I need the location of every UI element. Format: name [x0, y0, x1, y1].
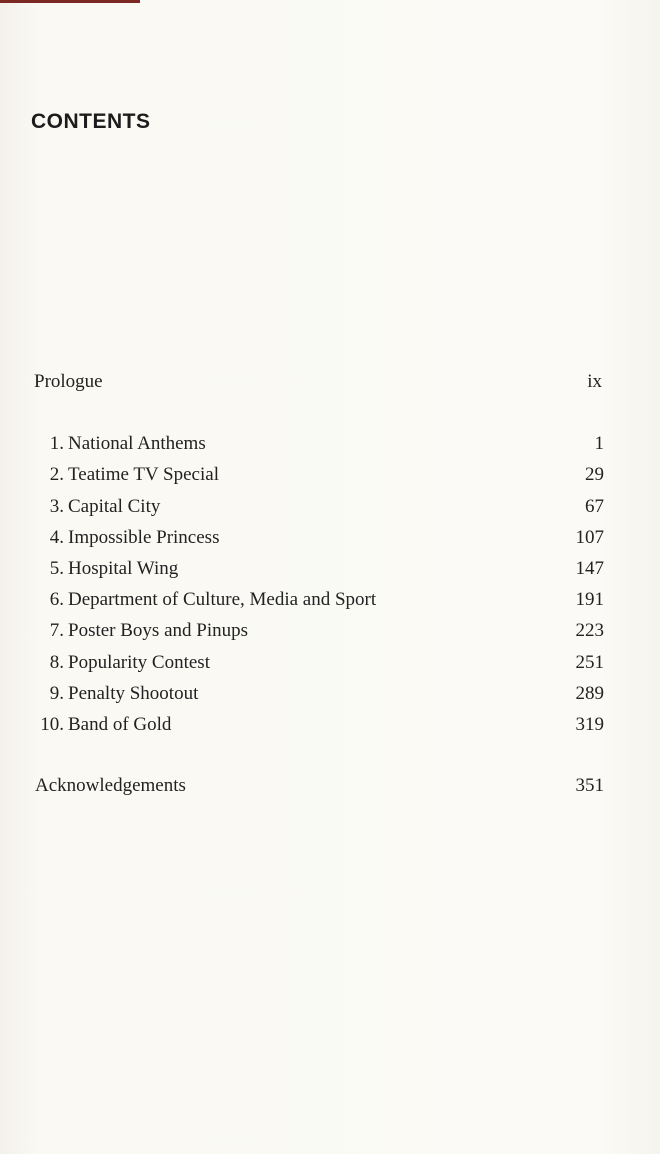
toc-entry: [34, 589, 604, 615]
toc-entry: [34, 496, 604, 522]
toc-entry: [34, 527, 604, 553]
chapter-page-number: 147: [575, 558, 604, 579]
chapter-page-number: 107: [575, 527, 604, 548]
chapter-title: Impossible Princess: [68, 527, 220, 548]
chapter-number: 4.: [49, 527, 64, 548]
chapter-title: Teatime TV Special: [68, 464, 219, 485]
entry-page-number: ix: [587, 371, 602, 392]
cover-edge: [0, 0, 140, 3]
chapter-page-number: 223: [575, 620, 604, 641]
chapter-title: Hospital Wing: [68, 558, 179, 579]
toc-entry: [34, 652, 604, 678]
entry-page-number: 351: [575, 775, 604, 796]
chapter-page-number: 29: [585, 464, 604, 485]
chapter-page-number: 67: [585, 496, 604, 517]
toc-entry: [34, 433, 604, 459]
chapter-title: National Anthems: [68, 433, 206, 454]
toc-entry-acknowledgements: [34, 775, 604, 801]
chapter-number: 5.: [49, 558, 64, 579]
toc-entry: [34, 464, 604, 490]
chapter-title: Penalty Shootout: [68, 683, 199, 704]
contents-heading: CONTENTS: [31, 110, 151, 133]
chapter-page-number: 289: [575, 683, 604, 704]
chapter-number: 1.: [49, 433, 64, 454]
chapter-title: Department of Culture, Media and Sport: [68, 589, 377, 610]
chapter-number: 6.: [49, 589, 64, 610]
entry-title: Prologue: [34, 371, 103, 392]
toc-entry: [34, 620, 604, 646]
chapter-page-number: 319: [575, 714, 604, 735]
chapter-title: Popularity Contest: [68, 652, 210, 673]
chapter-number: 3.: [49, 496, 64, 517]
chapter-number: 10.: [40, 714, 64, 735]
chapter-title: Capital City: [68, 496, 161, 517]
chapter-number: 8.: [49, 652, 64, 673]
chapter-page-number: 1: [594, 433, 604, 454]
chapter-number: 2.: [49, 464, 64, 485]
entry-title: Acknowledgements: [35, 775, 186, 796]
chapter-title: Poster Boys and Pinups: [68, 620, 248, 641]
chapter-number: 9.: [49, 683, 64, 704]
toc-entry: [34, 683, 604, 709]
chapter-page-number: 191: [575, 589, 604, 610]
toc-entry: [34, 714, 604, 740]
chapter-number: 7.: [49, 620, 64, 641]
toc-entry-prologue: [34, 371, 604, 397]
toc-entry: [34, 558, 604, 584]
chapter-title: Band of Gold: [68, 714, 172, 735]
chapter-page-number: 251: [575, 652, 604, 673]
